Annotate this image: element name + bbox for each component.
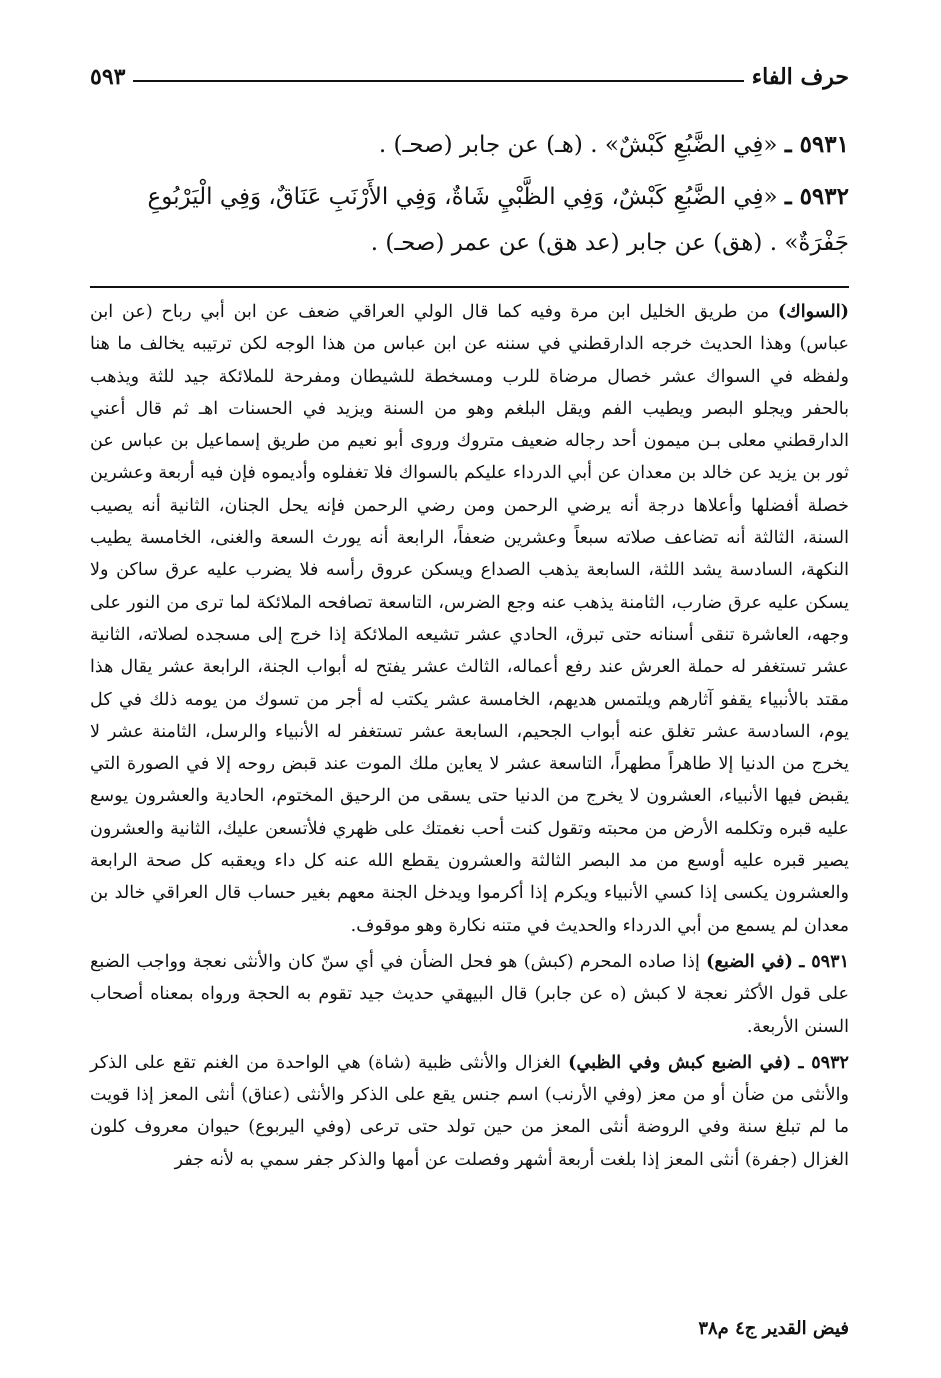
commentary xyxy=(90,296,849,1176)
header-rule xyxy=(133,80,743,82)
commentary-text: الغزال والأنثى ظبية (شاة) هي الواحدة من الغنم تقع على الذكر والأنثى من ضأن أو من معز (وفي الأرنب) اسم جنس يقع على الذكر والأنثى (عناق) أنثى المعز إذا قويت ما لم تبلغ سنة وفي الروضة أنثى المعز من حين تولد حتى ترعى (وفي اليربوع) حيوان معروف كلون الغزال (جفرة) أنثى المعز إذا بلغت أربعة أشهر وفصلت عن أمها والذكر جفر سمي به لأنه جفر xyxy=(90,1052,849,1170)
commentary-number: ٥٩٣١ ـ xyxy=(799,950,850,972)
footnote-separator xyxy=(90,286,849,288)
commentary-text: إذا صاده المحرم (كبش) هو فحل الضأن في أي سنّ كان والأنثى نعجة وواجب الضبع على قول الأكثر نعجة لا كبش (ه عن جابر) قال البيهقي حديث جيد تقوم به الحجة ورواه بمعناه أصحاب السنن الأربعة. xyxy=(90,951,849,1037)
commentary-lead: (في الضبع) xyxy=(706,950,793,972)
hadith-5931 xyxy=(90,122,849,168)
page-number: ٥٩٣ xyxy=(90,64,126,90)
hadith-number: ٥٩٣٢ ـ xyxy=(784,183,849,210)
commentary-paragraph xyxy=(90,946,849,1043)
commentary-number: ٥٩٣٢ ـ xyxy=(798,1051,850,1073)
hadith-number: ٥٩٣١ ـ xyxy=(784,131,849,158)
hadith-text: «فِي الضَّبُعِ كَبْشٌ، وَفِي الظَّبْيِ شَاةٌ، وَفِي الأَرْنَبِ عَنَاقٌ، وَفِي الْيَرْبُوعِ جَفْرَةٌ» . (هق) عن جابر (عد هق) عن عمر (صحـ) . xyxy=(147,184,849,256)
commentary-lead: (السواك) xyxy=(777,301,849,322)
hadith-5932 xyxy=(90,174,849,266)
commentary-lead: (في الضبع كبش وفي الظبي) xyxy=(568,1051,792,1073)
running-header xyxy=(90,56,849,90)
hadith-text: «فِي الضَّبُعِ كَبْشٌ» . (هـ) عن جابر (صحـ) . xyxy=(378,132,778,158)
footer-signature: فيض القدير ج٤ م٣٨ xyxy=(698,1318,849,1339)
commentary-paragraph xyxy=(90,296,849,942)
commentary-paragraph xyxy=(90,1047,849,1176)
chapter-title: حرف الفاء xyxy=(751,64,849,90)
commentary-text: من طريق الخليل ابن مرة وفيه كما قال الولي العراقي ضعف عن ابن أبي رباح (عن ابن عباس) وهذا الحديث خرجه الدارقطني في سننه عن ابن عباس من هذا الوجه لكن ترتيبه يخالف ما هنا ولفظه في السواك عشر خصال مرضاة للرب ومسخطة للشيطان ومفرحة للملائكة جيد للثة ويذهب بالحفر ويجلو البصر ويطيب الفم ويقل البلغم وهو من السنة ويزيد في الحسنات اهـ ثم قال أعني الدارقطني معلى بـن ميمون أحد رجاله ضعيف متروك وروى أبو نعيم من طريق إسماعيل بن عباس عن ثور بن يزيد عن خالد بن معدان عن أبي الدرداء عليكم بالسواك فلا تغفلوه وأديموه فإن فيه أربعة وعشرين خصلة أفضلها وأعلاها درجة أنه يرضي الرحمن ومن رضي الرحمن فإنه يحل الجنان، الثانية أنه يصيب السنة، الثالثة أنه تضاعف صلاته سبعاً وعشرين ضعفاً، الرابعة أنه يورث السعة والغنى، الخامسة يطيب النكهة، السادسة يشد اللثة، السابعة يذهب الصداع ويسكن عروق رأسه فلا يضرب عليه عرق ساكن ولا يسكن عليه عرق ضارب، الثامنة يذهب عنه وجع الضرس، التاسعة تصافحه الملائكة لما ترى من النور على وجهه، العاشرة تنقى أسنانه حتى تبرق، الحادي عشر تشيعه الملائكة إذا خرج إلى مسجده لصلاته، الثانية عشر تستغفر له حملة العرش عند رفع أعماله، الثالث عشر يفتح له أبواب الجنة، الرابعة عشر يقال هذا مقتد بالأنبياء يقفو آثارهم ويلتمس هديهم، الخامسة عشر يكتب له أجر من تسوك من يومه ذلك في كل يوم، السادسة عشر تغلق عنه أبواب الجحيم، السابعة عشر تستغفر له الأنبياء والرسل، الثامنة عشر لا يخرج من الدنيا إلا طاهراً مطهراً، التاسعة عشر لا يعاين ملك الموت عند قبض روحه إلا في الصورة التي يقبض فيها الأنبياء، العشرون لا يخرج من الدنيا حتى يسقى من الرحيق المختوم، الحادية والعشرون يوسع عليه قبره وتكلمه الأرض من محبته وتقول كنت أحب نغمتك على ظهري فلأتسعن عليك، الثانية والعشرون يصير قبره عليه أوسع من مد البصر الثالثة والعشرون يقطع الله عنه كل داء ويعقبه كل صحة الرابعة والعشرون يكسى إذا كسي الأنبياء ويكرم إذا أكرموا ويدخل الجنة معهم بغير حساب قال العراقي خالد بن معدان لم يسمع من أبي الدرداء والحديث في متنه نكارة وهو موقوف. xyxy=(90,302,849,936)
